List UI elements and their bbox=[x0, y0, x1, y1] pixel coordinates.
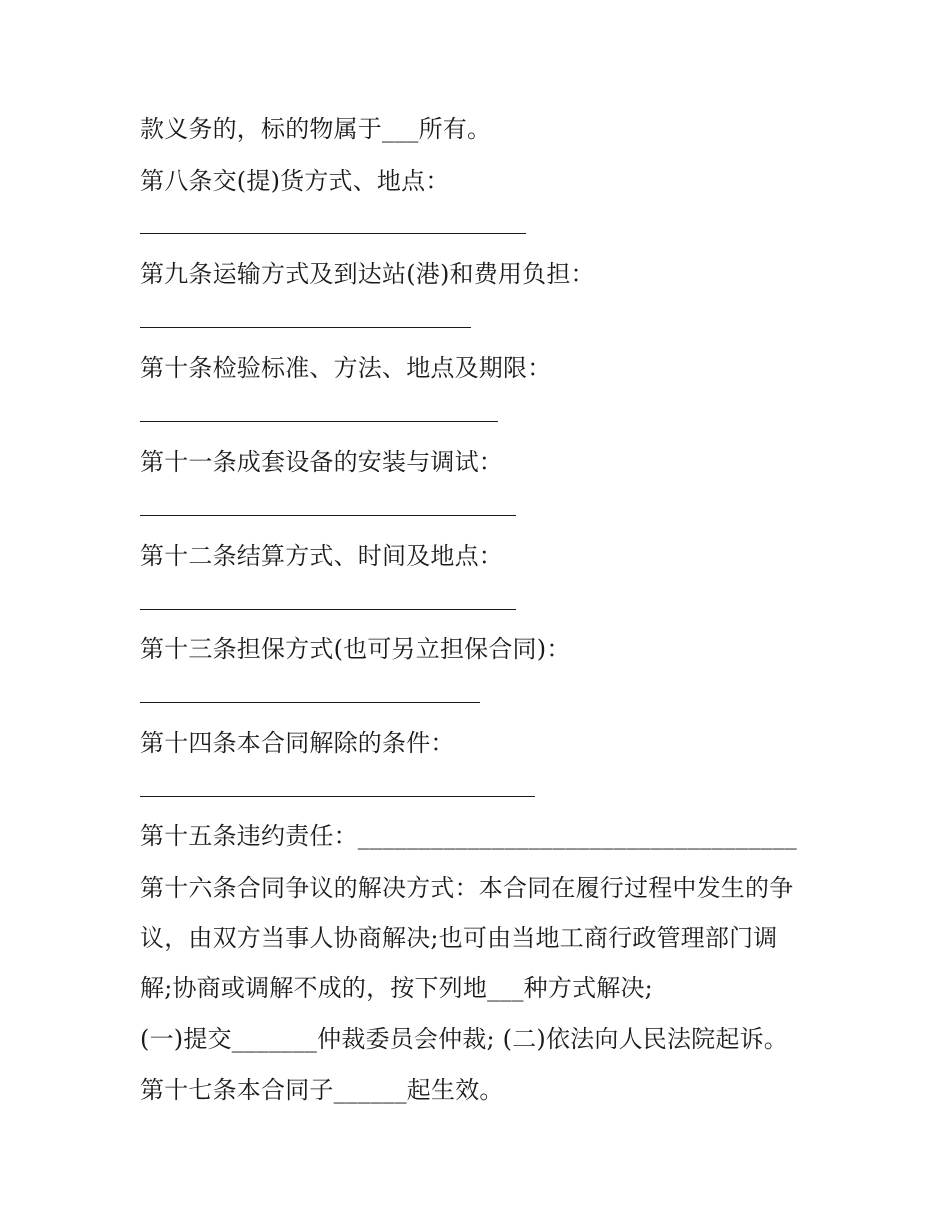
clause-8-blank bbox=[140, 233, 526, 234]
clause-ownership-line: 款义务的，标的物属于___所有。 bbox=[140, 115, 492, 143]
clause-12-settlement: 第十二条结算方式、时间及地点： bbox=[140, 542, 503, 570]
clause-16-dispute-line-3: 解;协商或调解不成的，按下列地___种方式解决; bbox=[140, 974, 653, 1002]
clause-10-blank bbox=[140, 421, 498, 422]
clause-16-dispute-line-1: 第十六条合同争议的解决方式：本合同在履行过程中发生的争 bbox=[140, 874, 794, 902]
clause-16-dispute-options: (一)提交_______仲裁委员会仲裁; (二)依法向人民法院起诉。 bbox=[140, 1025, 788, 1053]
clause-11-installation: 第十一条成套设备的安装与调试： bbox=[140, 448, 503, 476]
clause-13-blank bbox=[140, 702, 480, 703]
clause-10-inspection: 第十条检验标准、方法、地点及期限： bbox=[140, 354, 552, 382]
clause-13-guarantee: 第十三条担保方式(也可另立担保合同)： bbox=[140, 635, 571, 663]
clause-8-delivery: 第八条交(提)货方式、地点： bbox=[140, 167, 450, 195]
clause-14-blank bbox=[140, 796, 535, 797]
clause-12-blank bbox=[140, 609, 516, 610]
clause-11-blank bbox=[140, 515, 516, 516]
clause-17-effective: 第十七条本合同子______起生效。 bbox=[140, 1076, 504, 1104]
clause-16-dispute-line-2: 议，由双方当事人协商解决;也可由当地工商行政管理部门调 bbox=[140, 924, 778, 952]
clause-9-blank bbox=[140, 327, 471, 328]
clause-14-termination: 第十四条本合同解除的条件： bbox=[140, 729, 455, 757]
clause-9-transport: 第九条运输方式及到达站(港)和费用负担： bbox=[140, 260, 595, 288]
clause-15-liability: 第十五条违约责任：____________________________________ bbox=[140, 822, 797, 850]
